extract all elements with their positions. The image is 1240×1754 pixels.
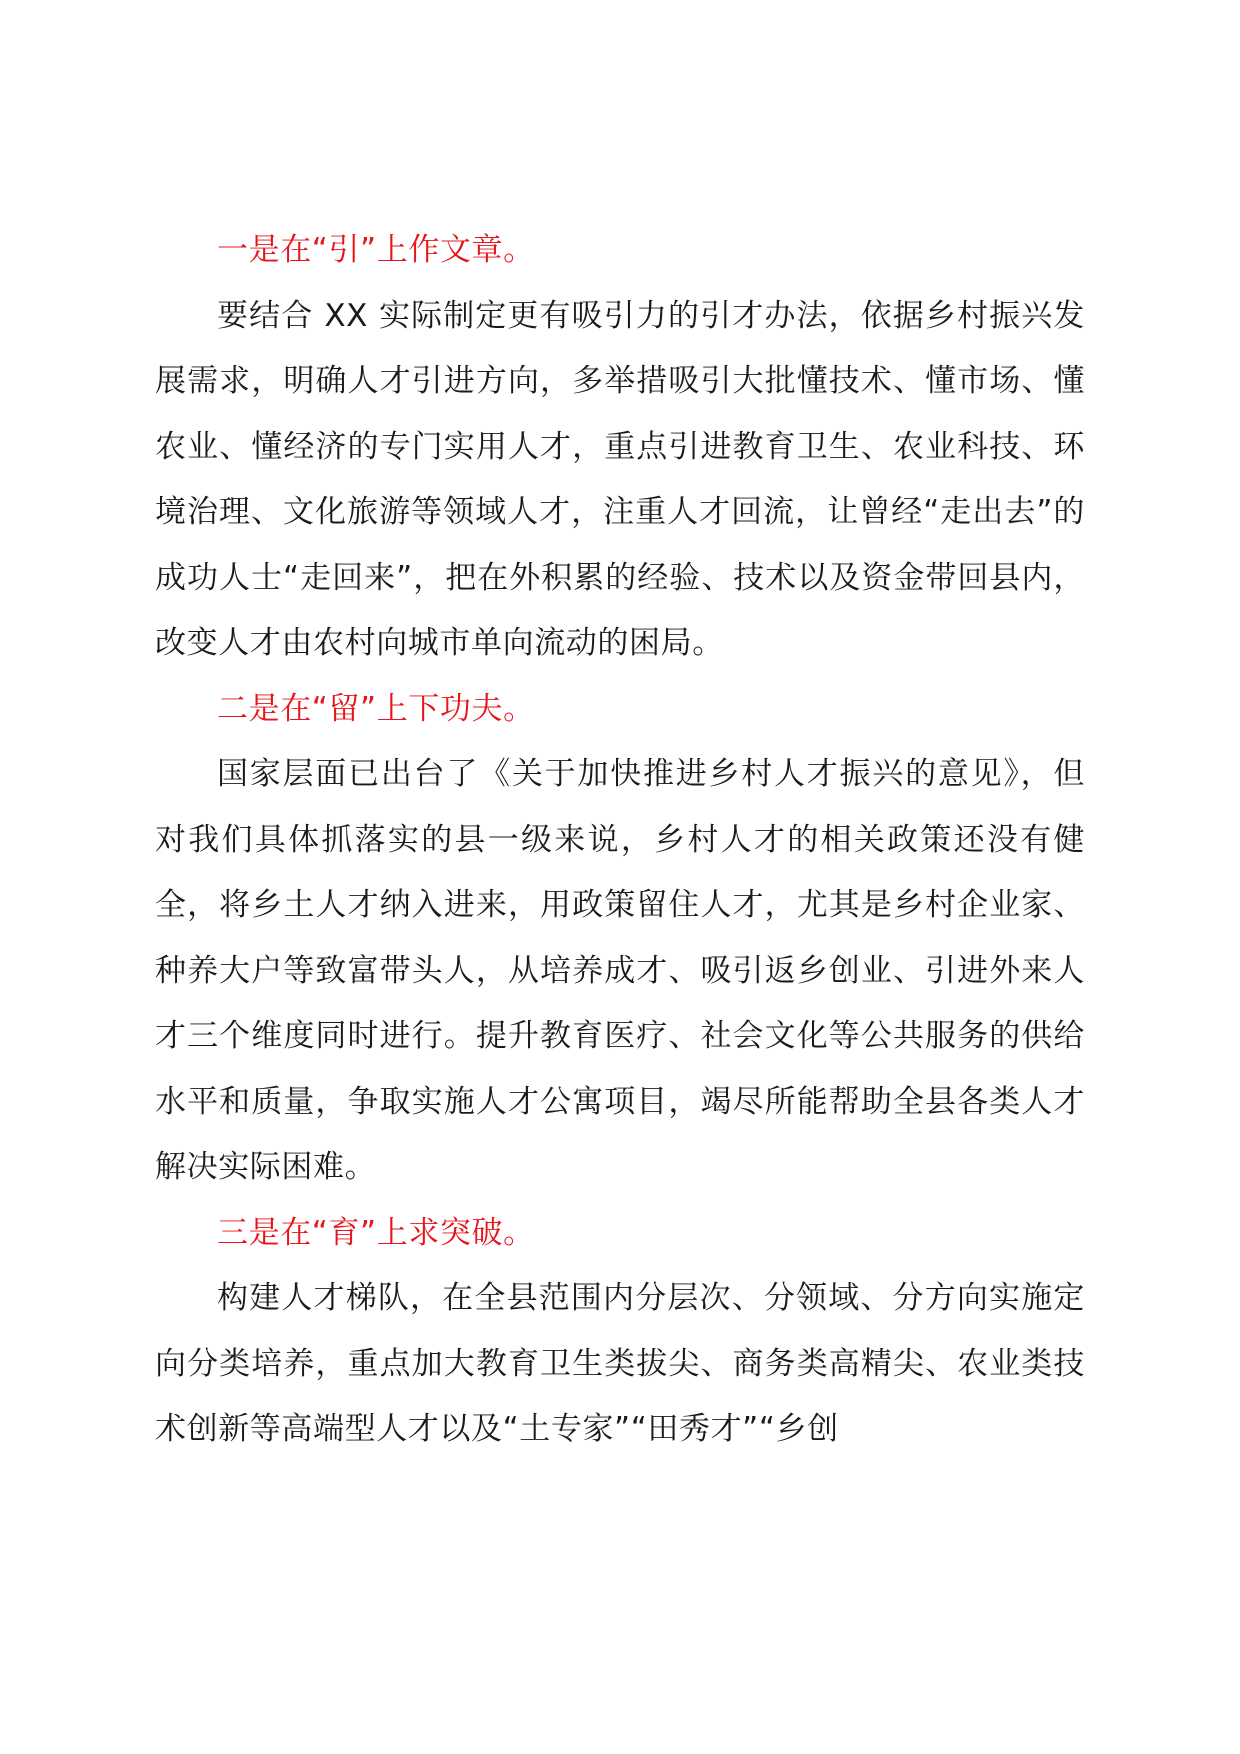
document-body: [155, 218, 1085, 1463]
section-heading-3: 三是在“育”上求突破。: [217, 1214, 535, 1251]
section-heading-2: 二是在“留”上下功夫。: [217, 690, 535, 727]
section-heading-1: 一是在“引”上作文章。: [217, 232, 535, 268]
section-paragraph-1: 要结合 XX 实际制定更有吸引力的引才办法，依据乡村振兴发展需求，明确人才引进方向，多举措吸引大批懂技术、懂市场、懂农业、懂经济的专门实用人才，重点引进教育卫生、农业科技、环境治理、文化旅游等领域人才，注重人才回流，让曾经“走出去”的成功人士“走回来”，把在外积累的经验、技术以及资金带回县内，改变人才由农村向城市单向流动的困局。: [155, 297, 1085, 661]
section-paragraph-2: 国家层面已出台了《关于加快推进乡村人才振兴的意见》，但对我们具体抓落实的县一级来说，乡村人才的相关政策还没有健全，将乡土人才纳入进来，用政策留住人才，尤其是乡村企业家、种养大户等致富带头人，从培养成才、吸引返乡创业、引进外来人才三个维度同时进行。提升教育医疗、社会文化等公共服务的供给水平和质量，争取实施人才公寓项目，竭尽所能帮助全县各类人才解决实际困难。: [155, 756, 1085, 1185]
section-paragraph-3: 构建人才梯队，在全县范围内分层次、分领域、分方向实施定向分类培养，重点加大教育卫生类拔尖、商务类高精尖、农业类技术创新等高端型人才以及“土专家”“田秀才”“乡创: [155, 1280, 1085, 1447]
